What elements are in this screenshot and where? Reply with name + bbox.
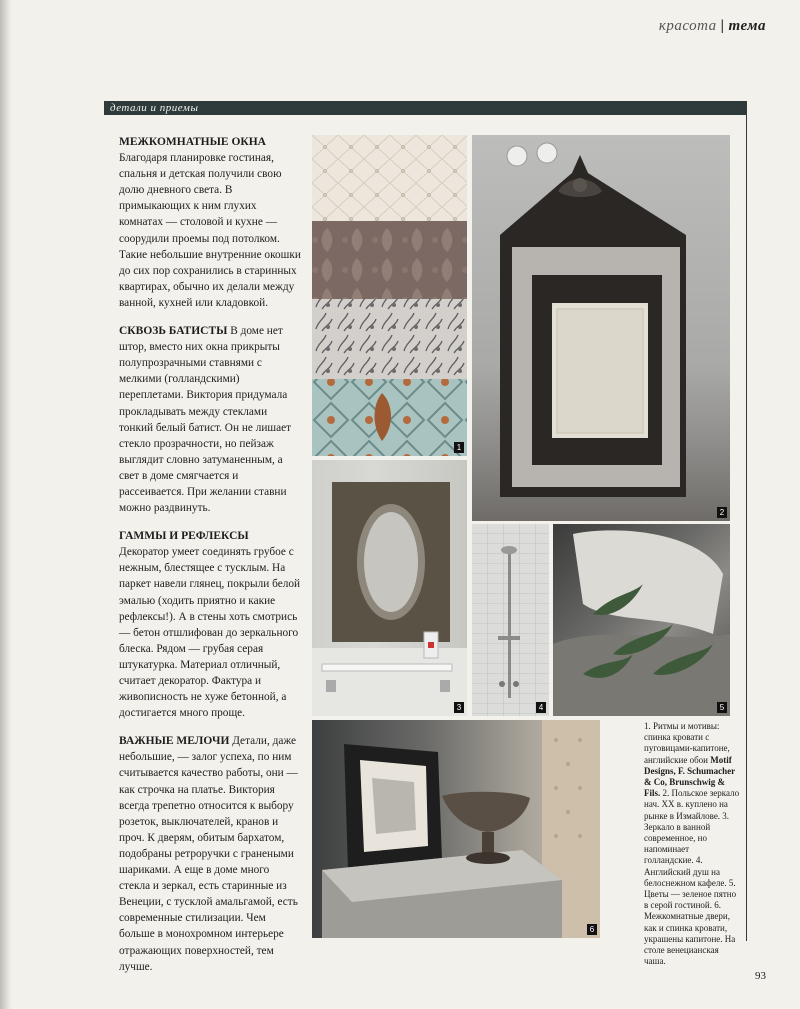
photo-shower (472, 524, 549, 716)
bathroom-illustration (312, 460, 467, 716)
heading-windows: МЕЖКОМНАТНЫЕ ОКНА (119, 136, 266, 148)
body-details: Детали, даже небольшие, — залог успеха, по ним считывается качество работы, они — как строчка на платье. Виктория всегда трепетно относится к выбору розеток, выключателей, кранов и проч. К дверям, обитым бархатом, подобраны ретроручки с гранеными шариками. А еще в доме много стекла и зеркал, есть старинные из Венеции, с тусклой амальгамой, есть современные стилизации. Чем больше в монохромном интерьере отражающих поверхностей, тем лучше. (119, 735, 298, 973)
photo-number-5: 5 (717, 702, 727, 713)
photo-captions (644, 721, 740, 967)
photo-number-1: 1 (454, 442, 464, 453)
photo-ornate-mirror (472, 135, 730, 521)
mirror-illustration (472, 135, 730, 521)
table-illustration (312, 720, 600, 938)
paragraph-windows (119, 134, 301, 311)
body-batiste: В доме нет штор, вместо них окна прикрыты полупрозрачными ставнями с мелкими (голландскими) переплетами. Виктория придумала прокладывать между стеклами тонкий белый батист. Он не лишает стекло прозрачности, но пейзаж выглядит словно затуманенным, а свет в доме смягчается и рассеивается. При желании ставни можно раздвинуть. (119, 325, 292, 515)
right-rule (746, 101, 747, 941)
page-number: 93 (755, 970, 766, 982)
section-bar (104, 101, 747, 115)
photo-number-3: 3 (454, 702, 464, 713)
caption-1-text: 1. Ритмы и мотивы: спинка кровати с пуговицами-капитоне, английские обои (644, 721, 730, 765)
page-spine-shadow (0, 0, 12, 1009)
body-gamma: Декоратор умеет соединять грубое с нежным, блестящее с тусклым. На паркет навели глянец, покрыли белой эмалью (ходить приятно и какие рефлексы!). А в стены хоть смотрись — бетон отшлифован до зеркального блеска. Рядом — грубая серая штукатурка. Материал отличный, считает декоратор. Фактура и живописность не хуже бетонной, а достигается много проще. (119, 546, 301, 720)
heading-gamma: ГАММЫ И РЕФЛЕКСЫ (119, 530, 249, 543)
photo-swatches (312, 135, 467, 456)
caption-2-6-text: 2. Польское зеркало нач. XX в. куплено на рынке в Измайлове. 3. Зеркало в ванной современное, но напоминает голландские. 4. Английский душ на белоснежном кафеле. 5. Цветы — зеленое пятно в серой гостиной. 6. Межкомнатные двери, как и спинка кровати, украшены капитоне. На столе венецианская чаша. (644, 788, 740, 967)
photo-bathroom-mirror (312, 460, 467, 716)
plant-illustration (553, 524, 730, 716)
body-windows: Благодаря планировке гостиная, спальня и детская получили свою долю дневного света. В примыкающих к ним глухих комнатах — столовой и кухне — соорудили проемы под потолком. Такие небольшие внутренние окошки до сих пор сохранились в старинных квартирах, обычно их делали между ванной, кухней или кладовкой. (119, 152, 301, 309)
heading-details: ВАЖНЫЕ МЕЛОЧИ (119, 735, 230, 748)
header-section: красота (658, 18, 717, 34)
section-bar-label: детали и приемы (110, 102, 199, 114)
paragraph-details (119, 733, 301, 974)
header-separator: | (720, 18, 725, 34)
caption-1-brands: Motif Designs, F. Schumacher & Co, Brunschwig & Fils. (644, 754, 736, 799)
photo-venetian-bowl (312, 720, 600, 938)
article-text (119, 134, 301, 987)
heading-batiste: СКВОЗЬ БАТИСТЫ (119, 325, 228, 338)
shower-illustration (472, 524, 549, 716)
running-header (659, 18, 766, 35)
caption-text (644, 721, 740, 967)
swatches-illustration (312, 135, 467, 456)
photo-plant (553, 524, 730, 716)
photo-number-2: 2 (717, 507, 727, 518)
photo-number-6: 6 (587, 924, 597, 935)
paragraph-batiste (119, 323, 301, 516)
paragraph-gamma (119, 528, 301, 721)
photo-number-4: 4 (536, 702, 546, 713)
header-topic: тема (728, 18, 766, 34)
